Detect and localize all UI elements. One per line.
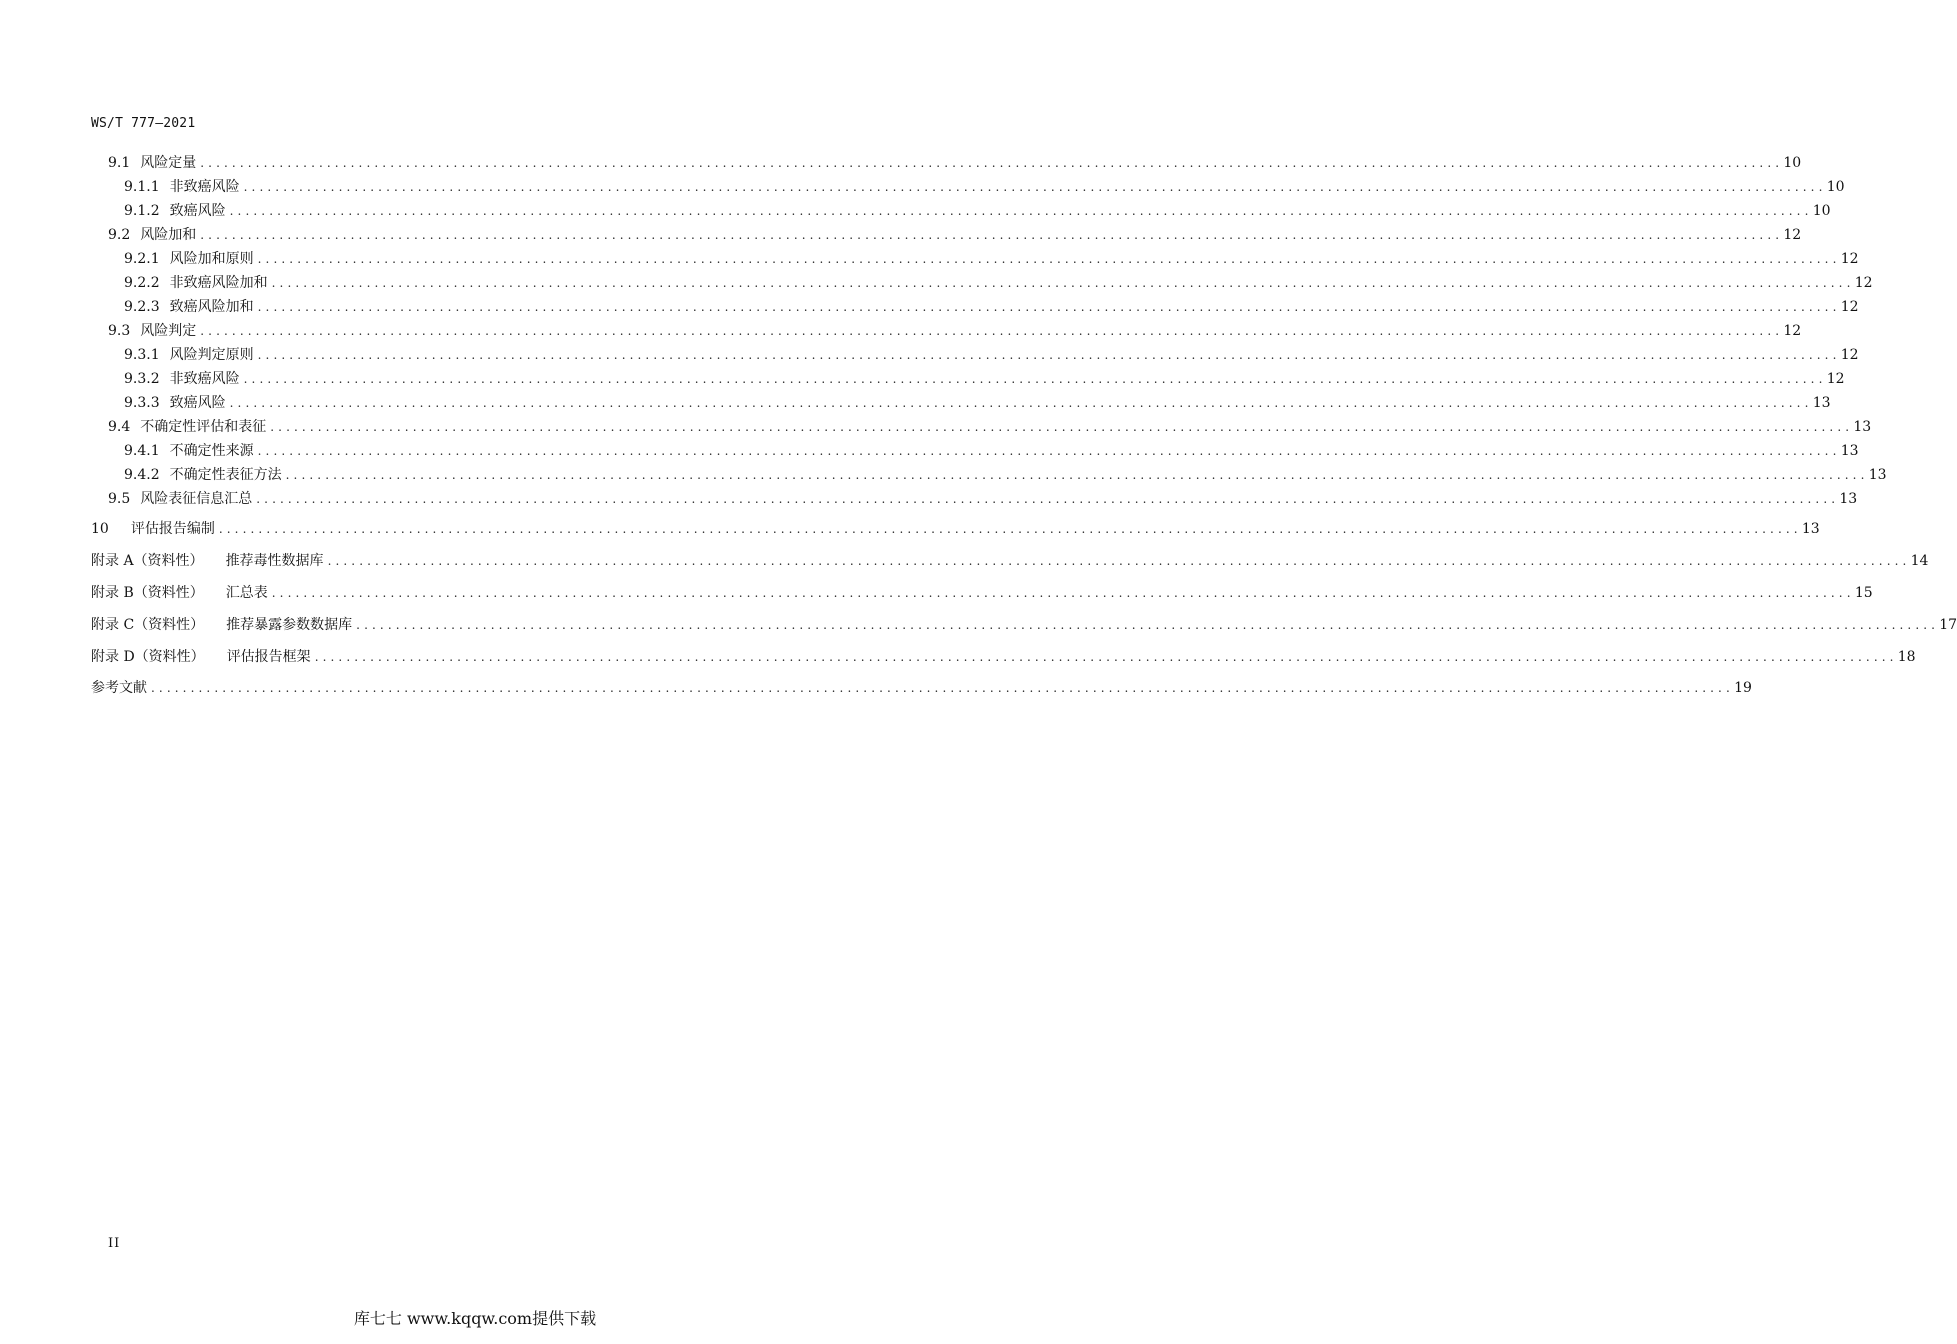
toc-entry-label: [91, 552, 328, 570]
toc-entry-title: 评估报告框架: [226, 649, 311, 665]
toc-entry-page: 13: [1868, 467, 1887, 483]
toc-entry-title: 风险判定: [140, 323, 197, 339]
toc-dot-leader: ........................................................................................................................................................................................................: [256, 492, 1840, 506]
toc-entry-label: [124, 370, 244, 388]
toc-dot-leader: ........................................................................................................................................................................................................: [229, 204, 1813, 218]
toc-dot-leader: ........................................................................................................................................................................................................: [257, 252, 1841, 266]
toc-entry-title: 评估报告编制: [130, 521, 215, 537]
toc-entry-title: 风险加和: [140, 227, 197, 243]
toc-entry-number: 10: [91, 521, 109, 537]
toc-dot-leader: ........................................................................................................................................................................................................: [151, 681, 1734, 695]
toc-entry-label: [124, 298, 258, 316]
toc-entry-page: 13: [1853, 419, 1872, 435]
toc-entry-page: 13: [1801, 521, 1820, 537]
toc-dot-leader: ........................................................................................................................................................................................................: [200, 156, 1784, 170]
toc-entry-number: 9.4: [108, 419, 131, 435]
toc-dot-leader: ........................................................................................................................................................................................................: [271, 586, 1855, 600]
toc-entry-label: [124, 346, 258, 364]
toc-entry[interactable]: [91, 646, 1916, 666]
toc-entry-label: [91, 520, 219, 538]
toc-entry-title: 推荐毒性数据库: [225, 553, 324, 569]
toc-entry-title: 非致癌风险加和: [169, 275, 268, 291]
toc-entry-page: 12: [1840, 251, 1859, 267]
toc-entry-page: 13: [1812, 395, 1831, 411]
toc-dot-leader: ........................................................................................................................................................................................................: [200, 324, 1784, 338]
download-source-note: 库七七 www.kqqw.com提供下载: [353, 1309, 597, 1328]
standard-code: WS/T 777—2021: [91, 116, 196, 131]
toc-entry-label: [91, 648, 315, 666]
toc-entry-label: [124, 394, 230, 412]
toc-entry-number: 9.5: [108, 491, 131, 507]
toc-entry-label: [91, 584, 272, 602]
toc-entry-number: 9.3.1: [124, 347, 160, 363]
toc-entry-label: [124, 442, 258, 460]
toc-dot-leader: ........................................................................................................................................................................................................: [257, 444, 1841, 458]
toc-dot-leader: ........................................................................................................................................................................................................: [271, 276, 1855, 290]
toc-entry-number: 9.1.1: [124, 179, 160, 195]
toc-entry[interactable]: [108, 224, 1802, 244]
toc-entry-title: 不确定性来源: [169, 443, 254, 459]
toc-entry-label: [108, 418, 270, 436]
toc-entry-number: 9.4.1: [124, 443, 160, 459]
toc-entry-title: 非致癌风险: [169, 179, 240, 195]
toc-entry-title: 非致癌风险: [169, 371, 240, 387]
toc-entry-label: [124, 202, 230, 220]
toc-dot-leader: ........................................................................................................................................................................................................: [243, 180, 1827, 194]
toc-entry-label: [108, 490, 256, 508]
toc-entry-number: 附录 A（资料性）: [91, 553, 204, 569]
toc-entry-title: 汇总表: [225, 585, 268, 601]
toc-entry-number: 9.1: [108, 155, 131, 171]
toc-entry-page: 18: [1897, 649, 1916, 665]
toc-dot-leader: ........................................................................................................................................................................................................: [314, 650, 1898, 664]
toc-entry[interactable]: [124, 272, 1873, 292]
toc-dot-leader: ........................................................................................................................................................................................................: [327, 554, 1911, 568]
toc-entry-page: 13: [1840, 443, 1859, 459]
toc-entry-page: 12: [1783, 323, 1802, 339]
toc-entry-number: 9.4.2: [124, 467, 160, 483]
toc-entry-number: 9.3: [108, 323, 131, 339]
toc-entry-title: 推荐暴露参数数据库: [226, 617, 353, 633]
toc-entry[interactable]: [91, 677, 1752, 697]
toc-entry-page: 12: [1854, 275, 1873, 291]
toc-entry-number: 9.2.2: [124, 275, 160, 291]
toc-entry-title: 风险加和原则: [169, 251, 254, 267]
toc-entry-title: 致癌风险加和: [169, 299, 254, 315]
toc-entry-label: [124, 250, 258, 268]
toc-entry-number: 9.2: [108, 227, 131, 243]
toc-entry-title: 参考文献: [91, 680, 147, 696]
toc-entry-page: 12: [1840, 299, 1859, 315]
toc-entry-title: 不确定性表征方法: [169, 467, 282, 483]
toc-dot-leader: ........................................................................................................................................................................................................: [229, 396, 1813, 410]
toc-entry-page: 10: [1812, 203, 1831, 219]
toc-entry-title: 不确定性评估和表征: [140, 419, 267, 435]
toc-entry[interactable]: [124, 200, 1831, 220]
toc-entry[interactable]: [124, 296, 1859, 316]
toc-dot-leader: ........................................................................................................................................................................................................: [257, 300, 1841, 314]
toc-entry-label: [91, 679, 151, 697]
toc-entry-title: 风险判定原则: [169, 347, 254, 363]
toc-entry-number: 附录 D（资料性）: [91, 649, 205, 665]
toc-entry-label: [124, 466, 286, 484]
toc-entry[interactable]: [124, 464, 1887, 484]
toc-entry[interactable]: [91, 518, 1820, 538]
toc-entry-label: [124, 178, 244, 196]
page-number: II: [108, 1236, 121, 1251]
toc-entry[interactable]: [108, 320, 1802, 340]
toc-entry-label: [108, 226, 200, 244]
toc-entry-number: 附录 B（资料性）: [91, 585, 204, 601]
toc-entry[interactable]: [108, 152, 1802, 172]
toc-entry[interactable]: [91, 582, 1873, 602]
toc-entry-page: 17: [1939, 617, 1957, 633]
toc-entry[interactable]: [108, 416, 1872, 436]
toc-entry-number: 9.2.3: [124, 299, 160, 315]
toc-entry-label: [91, 616, 356, 634]
toc-entry-label: [124, 274, 272, 292]
toc-entry[interactable]: [124, 440, 1859, 460]
toc-entry-page: 12: [1783, 227, 1802, 243]
toc-entry-title: 风险定量: [140, 155, 197, 171]
toc-dot-leader: ........................................................................................................................................................................................................: [218, 522, 1802, 536]
toc-entry-page: 15: [1854, 585, 1873, 601]
toc-entry-title: 致癌风险: [169, 203, 226, 219]
toc-entry-number: 9.3.3: [124, 395, 160, 411]
toc-entry[interactable]: [91, 550, 1929, 570]
toc-entry[interactable]: [91, 614, 1957, 634]
toc-entry-number: 附录 C（资料性）: [91, 617, 205, 633]
toc-entry[interactable]: [124, 344, 1859, 364]
toc-entry[interactable]: [108, 488, 1858, 508]
toc-entry-label: [108, 154, 200, 172]
toc-entry[interactable]: [124, 392, 1831, 412]
toc-entry-page: 12: [1840, 347, 1859, 363]
toc-entry-label: [108, 322, 200, 340]
toc-entry-number: 9.2.1: [124, 251, 160, 267]
toc-entry-page: 10: [1826, 179, 1845, 195]
toc-entry[interactable]: [124, 248, 1859, 268]
toc-entry[interactable]: [124, 368, 1845, 388]
toc-entry-title: 致癌风险: [169, 395, 226, 411]
toc-dot-leader: ........................................................................................................................................................................................................: [285, 468, 1869, 482]
toc-entry-page: 12: [1826, 371, 1845, 387]
toc-entry-number: 9.3.2: [124, 371, 160, 387]
toc-dot-leader: ........................................................................................................................................................................................................: [257, 348, 1841, 362]
toc-entry-number: 9.1.2: [124, 203, 160, 219]
toc-entry-page: 14: [1910, 553, 1929, 569]
toc-dot-leader: ........................................................................................................................................................................................................: [356, 618, 1940, 632]
toc-entry-title: 风险表征信息汇总: [140, 491, 253, 507]
toc-dot-leader: ........................................................................................................................................................................................................: [270, 420, 1854, 434]
toc-entry-page: 10: [1783, 155, 1802, 171]
toc-dot-leader: ........................................................................................................................................................................................................: [243, 372, 1827, 386]
toc-entry[interactable]: [124, 176, 1845, 196]
toc-entry-page: 13: [1839, 491, 1858, 507]
toc-dot-leader: ........................................................................................................................................................................................................: [200, 228, 1784, 242]
toc-entry-page: 19: [1734, 680, 1752, 696]
